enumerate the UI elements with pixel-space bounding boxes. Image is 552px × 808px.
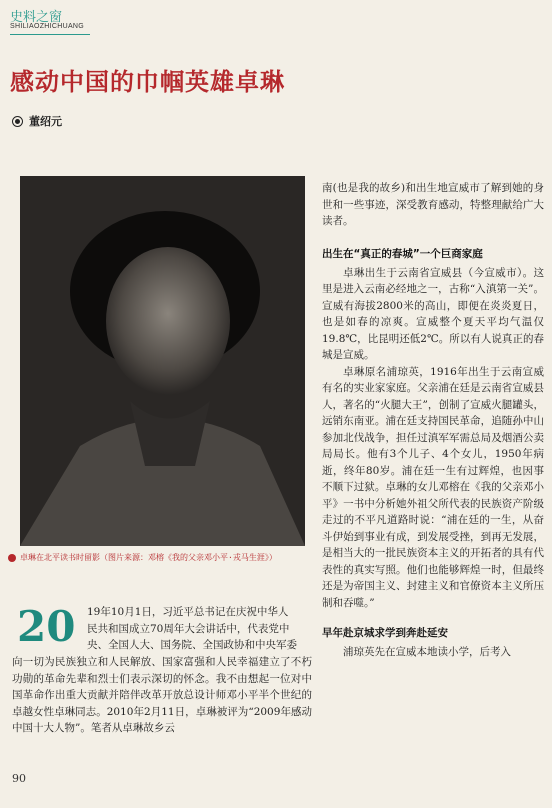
author-name: 董绍元	[29, 115, 62, 128]
photo-caption-row	[8, 552, 277, 563]
continuation-paragraph: 南(也是我的故乡)和出生地宣威市了解到她的身世和一些事迹，深受教育感动，特整理献给广大读者。	[322, 182, 544, 227]
column-name: 史料之窗	[10, 10, 63, 25]
dropcap-digits: 20	[17, 602, 76, 651]
section1-paragraph-1: 卓琳出生于云南省宣威县（今宣威市）。这里是进入云南必经地之一，古称“入滇第一关”。宣威有海拔2800米的高山，即便在炎炎夏日，也是如春的凉爽。宣威整个夏天平均气温仅19.8℃，比昆明还低2℃。所以有人说真正的春城是宣威。	[322, 266, 544, 361]
intro-line-3: 央、全国人大、国务院、全国政协和中央军委	[87, 639, 297, 651]
byline	[12, 113, 62, 129]
caption-bullet-icon	[8, 554, 16, 562]
column-pinyin: SHILIAOZHICHUANG	[10, 23, 85, 30]
portrait-photo	[20, 176, 305, 546]
page-number: 90	[12, 772, 26, 785]
portrait-photo-drawing	[20, 176, 305, 546]
intro-paragraph: 向一切为民族独立和人民解放、国家富强和人民幸福建立了不朽功勋的革命先辈和烈士们表示深切的怀念。我不由想起一位对中国革命作出重大贡献并陪伴改革开放总设计师邓小平半个世纪的卓越女性卓琳同志。2010年2月11日，卓琳被评为“2009年感动中国十大人物”。笔者从卓琳故乡云	[12, 656, 312, 734]
photo-caption: 卓琳在北平读书时留影（图片来源：邓榕《我的父亲邓小平·戎马生涯》）	[20, 553, 277, 562]
section2-heading: 早年赴京城求学到奔赴延安	[322, 627, 448, 639]
article-title: 感动中国的巾帼英雄卓琳	[10, 68, 285, 96]
intro-line-2: 民共和国成立70周年大会讲话中，代表党中	[87, 622, 290, 635]
intro-line-1: 19年10月1日，习近平总书记在庆祝中华人	[87, 606, 289, 618]
author-bullet-icon	[12, 116, 23, 127]
section1-paragraph-2: 卓琳原名浦琼英，1916年出生于云南宣威有名的实业家家庭。父亲浦在廷是云南省宣威县人，著名的“火腿大王”，创制了宣威火腿罐头，远销东南亚。浦在廷支持国民革命，追随孙中山参加北伐战争，担任过滇军军需总局及烟酒公卖局局长。他有3个儿子、4个女儿，1950年病逝，终年80岁。浦在廷一生有过辉煌，也因事不顺下过狱。卓琳的女儿邓榕在《我的父亲邓小平》一书中分析她外祖父所代表的民族资产阶级走过的不平凡道路时说：“浦在廷的一生，从奋斗伊始到事业有成，到发展受挫，到再无发展，是相当大的一批民族资本主义的开拓者的具有代表性的真实写照。他们也能够辉煌一时，但最终还是为帝国主义、封建主义和官僚资本主义所压制和吞噬。”	[322, 365, 544, 609]
column-rule	[10, 34, 90, 35]
right-column	[322, 180, 544, 661]
section2-paragraph-1: 浦琼英先在宣威本地读小学，后考入	[343, 646, 511, 658]
section1-heading: 出生在“真正的春城”一个巨商家庭	[322, 247, 483, 260]
intro-indented-lines	[87, 604, 312, 654]
